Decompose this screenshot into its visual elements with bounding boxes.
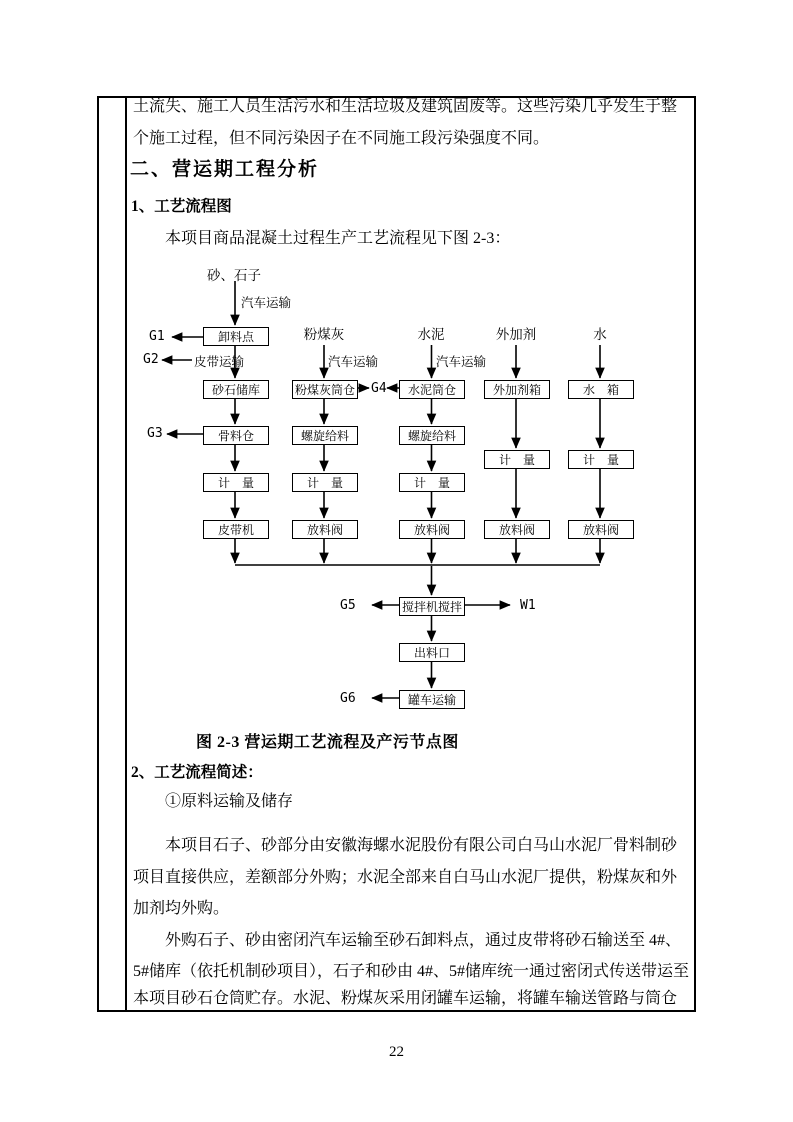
flow-box-metering-4: 计 量: [484, 450, 550, 469]
subsection-1-title: 1、工艺流程图: [131, 198, 232, 215]
pollution-node-g1: G1: [149, 329, 165, 344]
material-admixture: 外加剂: [495, 327, 537, 342]
truck-transport-label-3: 汽车运输: [436, 355, 487, 369]
flow-box-belt-conveyor: 皮带机: [203, 520, 269, 539]
flow-box-mixer: 搅拌机搅拌: [399, 597, 465, 616]
material-water: 水: [593, 327, 607, 342]
flow-box-cement-silo: 水泥筒仓: [399, 380, 465, 399]
flow-box-metering-2: 计 量: [292, 473, 358, 492]
pollution-node-g6: G6: [340, 691, 356, 706]
flow-box-discharge-valve-4: 放料阀: [568, 520, 634, 539]
flow-box-aggregate-bin: 骨料仓: [203, 426, 269, 445]
flow-box-metering-3: 计 量: [399, 473, 465, 492]
truck-transport-label-1: 汽车运输: [241, 296, 292, 310]
intro-line-2: 个施工过程，但不同污染因子在不同施工段污染强度不同。: [133, 130, 550, 147]
subsection-2-item: ①原料运输及储存: [165, 793, 294, 810]
flow-box-tanker-transport: 罐车运输: [399, 690, 465, 709]
paragraph-1-line-2: 项目直接供应，差额部分外购；水泥全部来自白马山水泥厂提供，粉煤灰和外: [133, 869, 678, 886]
pollution-node-g5: G5: [340, 598, 356, 613]
flow-box-screw-feeder-1: 螺旋给料: [292, 426, 358, 445]
flow-box-admixture-tank: 外加剂箱: [484, 380, 550, 399]
flow-box-discharge-valve-1: 放料阀: [292, 520, 358, 539]
flow-box-metering-1: 计 量: [203, 473, 269, 492]
flow-box-discharge-valve-3: 放料阀: [484, 520, 550, 539]
pollution-node-g4: G4: [371, 381, 387, 396]
page-number: 22: [389, 1044, 404, 1060]
pollution-node-w1: W1: [520, 598, 536, 613]
paragraph-2-line-2: 5#储库（依托机制砂项目），石子和砂由 4#、5#储库统一通过密闭式传送带运至: [133, 963, 690, 980]
intro-line-1: 土流失、施工人员生活污水和生活垃圾及建筑固废等。这些污染几乎发生于整: [133, 98, 678, 115]
pollution-node-g2: G2: [143, 352, 159, 367]
flow-box-flyash-silo: 粉煤灰筒仓: [292, 380, 358, 399]
material-fly-ash: 粉煤灰: [303, 327, 345, 342]
section-title: 二、营运期工程分析: [130, 159, 320, 180]
flow-box-sand-stone-storage: 砂石储库: [203, 380, 269, 399]
flow-box-outlet: 出料口: [399, 643, 465, 662]
flow-box-metering-5: 计 量: [568, 450, 634, 469]
material-sand-stone: 砂、石子: [207, 268, 261, 283]
flow-box-water-tank: 水 箱: [568, 380, 634, 399]
left-column-divider: [125, 96, 127, 1012]
material-cement: 水泥: [417, 327, 445, 342]
figure-caption: 图 2-3 营运期工艺流程及产污节点图: [196, 734, 459, 751]
flow-box-unloading-point: 卸料点: [203, 327, 269, 346]
paragraph-1-line-3: 加剂均外购。: [133, 900, 230, 917]
paragraph-2-line-3: 本项目砂石仓筒贮存。水泥、粉煤灰采用闭罐车运输，将罐车输送管路与筒仓: [133, 990, 678, 1007]
belt-transport-label: 皮带运输: [194, 355, 245, 369]
flow-box-discharge-valve-2: 放料阀: [399, 520, 465, 539]
flow-box-screw-feeder-2: 螺旋给料: [399, 426, 465, 445]
paragraph-2-line-1: 外购石子、砂由密闭汽车运输至砂石卸料点，通过皮带将砂石输送至 4#、: [165, 932, 682, 949]
subsection-2-title: 2、工艺流程简述：: [131, 764, 263, 781]
paragraph-1-line-1: 本项目石子、砂部分由安徽海螺水泥股份有限公司白马山水泥厂骨料制砂: [165, 837, 678, 854]
pollution-node-g3: G3: [147, 426, 163, 441]
truck-transport-label-2: 汽车运输: [328, 355, 379, 369]
subsection-1-lead: 本项目商品混凝土过程生产工艺流程见下图 2-3：: [165, 230, 511, 247]
